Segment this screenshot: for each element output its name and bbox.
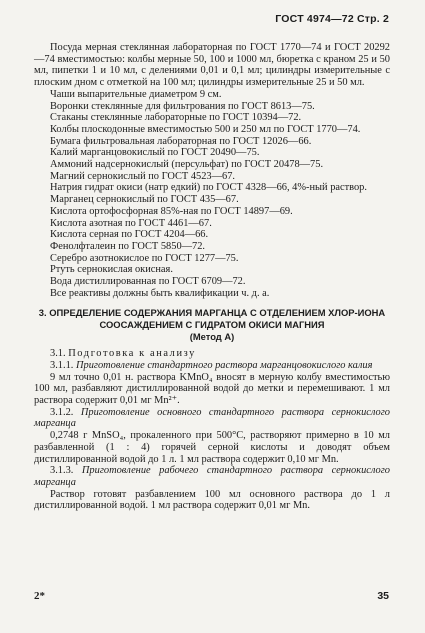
item-312-text: 0,2748 г MnSO₄, прокаленного при 500°С, растворяют примерно в 10 мл разбавленной (1 : 4) горячей серной кислоты и доводят объем дистиллированной водой до 1 л. 1 мл раствора содержит 0,10 мг Mn. — [34, 430, 390, 465]
paragraph-mnso4: Марганец сернокислый по ГОСТ 435—67. — [50, 194, 239, 206]
paragraph-mgso4: Магний сернокислый по ГОСТ 4523—67. — [50, 170, 236, 182]
item-313-text: Раствор готовят разбавлением 100 мл основного раствора до 1 л дистиллированной водой. 1 мл раствора содержит 0,01 мг Mn. — [34, 488, 390, 512]
section-title: 3. ОПРЕДЕЛЕНИЕ СОДЕРЖАНИЯ МАРГАНЦА С ОТДЕЛЕНИЕМ ХЛОР-ИОНА СООСАЖДЕНИЕМ С ГИДРАТОМ ОКИСИ МАГНИЯ — [38, 307, 386, 331]
paragraph-water: Вода дистиллированная по ГОСТ 6709—72. — [50, 276, 246, 288]
paragraph-hgso4: Ртуть сернокислая окисная. — [50, 264, 173, 276]
page-number: 35 — [377, 590, 389, 602]
subsection-title: Подготовка к анализу — [68, 348, 196, 360]
subsection-heading — [34, 348, 390, 360]
paragraph-glassware: Посуда мерная стеклянная лабораторная по ГОСТ 1770—74 и ГОСТ 20292—74 вместимостью: колбы мерные 50, 100 и 1000 мл, бюретка с краном 25 и 50 мл, пипетки 1 и 10 мл, с делениями 0,01 и 0,1 мл; цилиндры измерительные с плоским дном с отметкой на 100 мл; цилиндры измерительные 25 и 50 мл. — [34, 42, 390, 89]
item-312-title: Приготовление основного стандартного раствора сернокислого марганца — [34, 406, 390, 430]
paragraph-agno3: Серебро азотнокислое по ГОСТ 1277—75. — [50, 252, 239, 264]
paragraph-h2so4: Кислота серная по ГОСТ 4204—66. — [50, 229, 209, 241]
paragraph-h3po4: Кислота ортофосфорная 85%-ная по ГОСТ 14897—69. — [50, 205, 293, 217]
item-311-title: Приготовление стандартного раствора марганцовокислого калия — [76, 359, 373, 371]
section-method: (Метод А) — [189, 330, 235, 342]
item-313-heading — [34, 465, 390, 488]
item-311-heading — [34, 360, 390, 372]
item-312-heading — [34, 407, 390, 430]
paragraph-persulfate: Аммоний надсернокислый (персульфат) по ГОСТ 20478—75. — [50, 159, 324, 171]
page-header: ГОСТ 4974—72 Стр. 2 — [275, 13, 389, 25]
paragraph-funnels: Воронки стеклянные для фильтрования по ГОСТ 8613—75. — [50, 100, 315, 112]
signature-mark: 2* — [34, 590, 45, 602]
paragraph-kmno4: Калий марганцовокислый по ГОСТ 20490—75. — [50, 147, 260, 159]
document-body — [34, 42, 390, 512]
paragraph-flasks: Колбы плоскодонные вместимостью 500 и 250 мл по ГОСТ 1770—74. — [50, 123, 361, 135]
section-heading — [34, 307, 390, 342]
paragraph-hno3: Кислота азотная по ГОСТ 4461—67. — [50, 217, 212, 229]
paragraph-reagents-grade: Все реактивы должны быть квалификации ч. д. а. — [50, 287, 270, 299]
paragraph-naoh: Натрия гидрат окиси (натр едкий) по ГОСТ 4328—66, 4%-ный раствор. — [50, 182, 367, 194]
paragraph-phenolphthalein: Фенолфталеин по ГОСТ 5850—72. — [50, 240, 206, 252]
subsection-number: 3.1. — [50, 348, 66, 360]
paragraph-dishes: Чаши выпарительные диаметром 9 см. — [50, 88, 222, 100]
item-311-number: 3.1.1. — [50, 359, 74, 371]
item-312-number: 3.1.2. — [50, 406, 74, 418]
item-313-title: Приготовление рабочего стандартного раствора сернокислого марганца — [34, 465, 390, 488]
paragraph-filter-paper: Бумага фильтровальная лабораторная по ГОСТ 12026—66. — [50, 135, 312, 147]
item-311-text: 9 мл точно 0,01 н. раствора KMnO₄ вносят в мерную колбу вместимостью 100 мл, разбавляют дистиллированной водой до метки и перемешивают. 1 мл раствора содержит 0,01 мг Mn²⁺. — [34, 371, 390, 407]
paragraph-beakers: Стаканы стеклянные лабораторные по ГОСТ 10394—72. — [50, 112, 302, 124]
item-313-number: 3.1.3. — [50, 465, 74, 477]
